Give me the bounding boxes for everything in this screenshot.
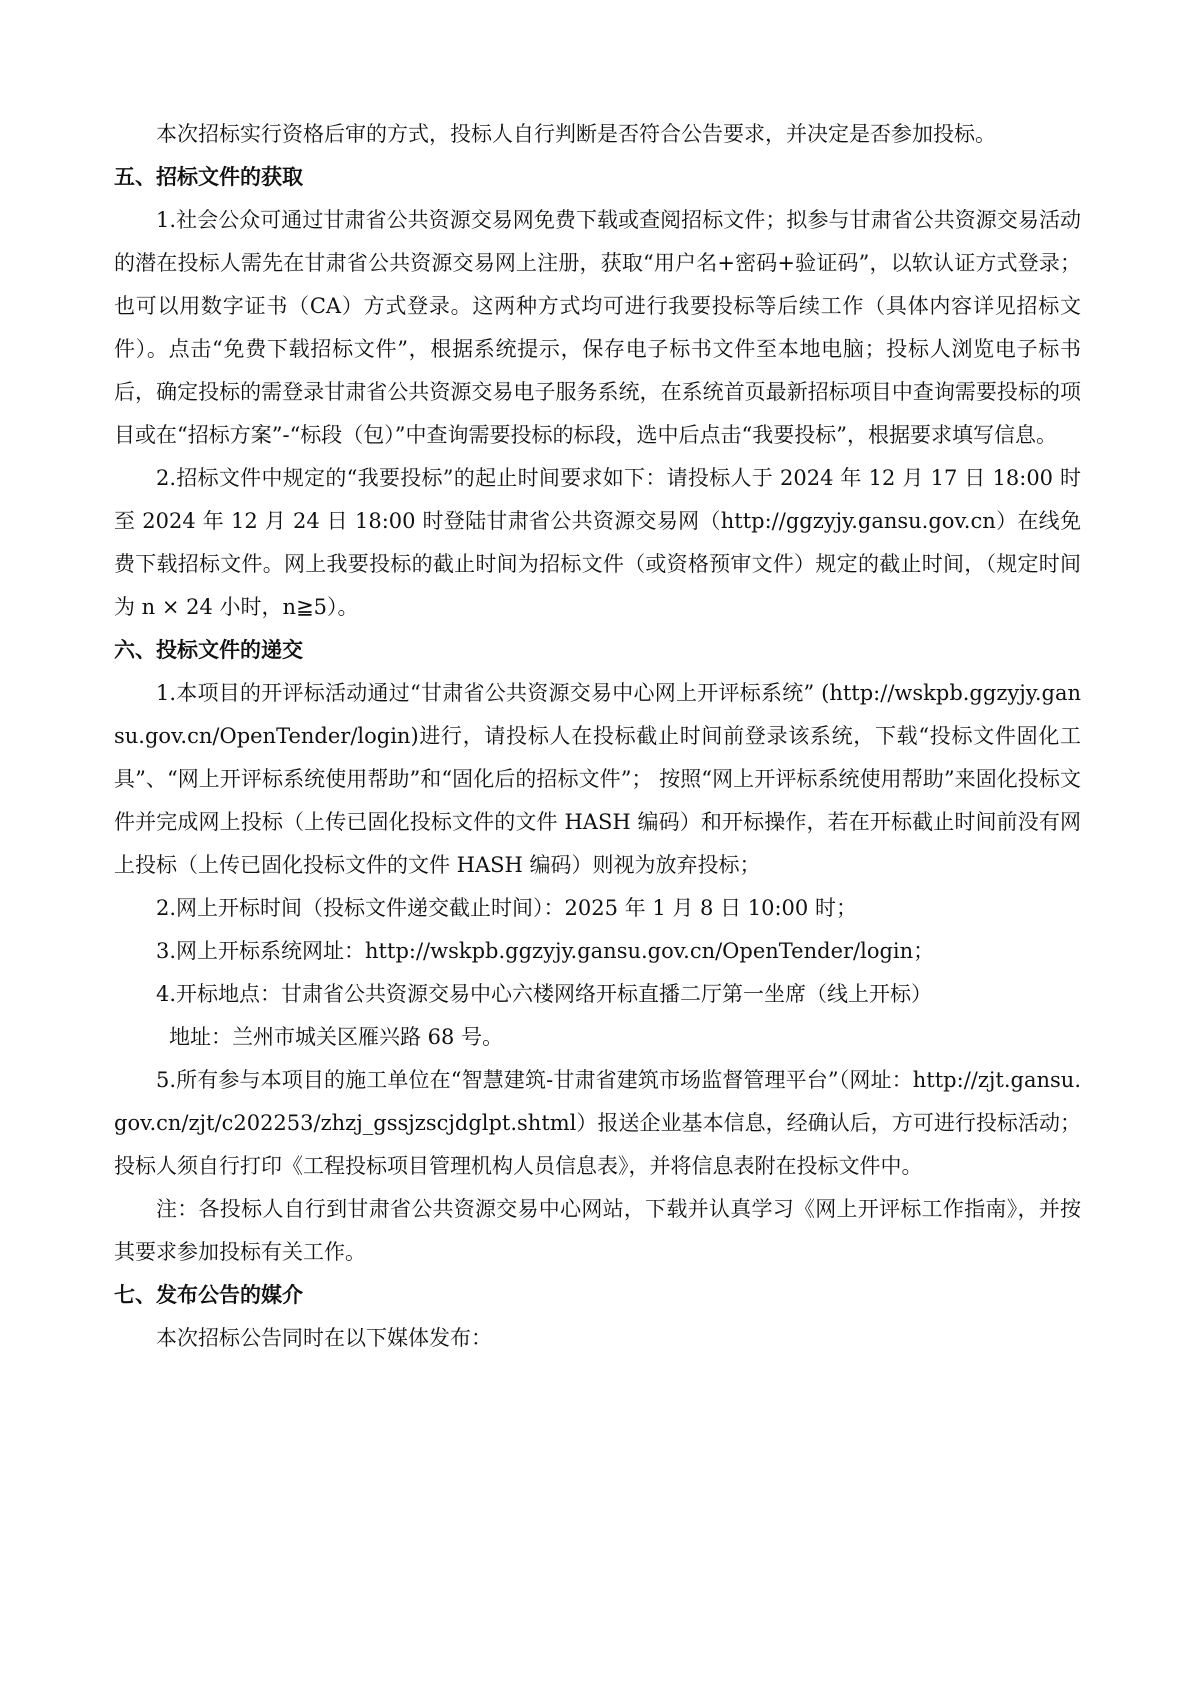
section-6-item-1: 1.本项目的开评标活动通过“甘肃省公共资源交易中心网上开评标系统” (http://wskpb.ggzyjy.gansu.gov.cn/OpenTender/login)进行，请投标人在投标截止时间前登录该系统，下载“投标文件固化工具”、“网上开评标系统使用帮助”和“固化后的招标文件”； 按照“网上开评标系统使用帮助”来固化投标文件并完成网上投标（上传已固化投标文件的文件 HASH 编码）和开标操作，若在开标截止时间前没有网上投标（上传已固化投标文件的文件 HASH 编码）则视为放弃投标； [114,681,1081,877]
section-6-item-5: 5.所有参与本项目的施工单位在“智慧建筑-甘肃省建筑市场监督管理平台”（网址：http://zjt.gansu.gov.cn/zjt/c202253/zhzj_gssjzscjdglpt.shtml）报送企业基本信息，经确认后，方可进行投标活动；投标人须自行打印《工程投标项目管理机构人员信息表》，并将信息表附在投标文件中。 [114,1068,1081,1178]
section-6-heading: 六、投标文件的递交 [114,638,303,662]
section-7-item-1: 本次招标公告同时在以下媒体发布： [156,1326,492,1350]
section-6-item-4: 4.开标地点：甘肃省公共资源交易中心六楼网络开标直播二厅第一坐席（线上开标） [156,982,933,1006]
section-5-item-2: 2.招标文件中规定的“我要投标”的起止时间要求如下：请投标人于 2024 年 12 月 17 日 18:00 时至 2024 年 12 月 24 日 18:00 时登陆甘肃省公共资源交易网（http://ggzyjy.gansu.gov.cn）在线免费下载招标文件。网上我要投标的截止时间为招标文件（或资格预审文件）规定的截止时间，（规定时间为 n × 24 小时，n≧5）。 [114,466,1082,619]
intro-paragraph: 本次招标实行资格后审的方式，投标人自行判断是否符合公告要求，并决定是否参加投标。 [156,122,996,146]
section-6-item-2: 2.网上开标时间（投标文件递交截止时间）：2025 年 1 月 8 日 10:00 时； [156,896,857,920]
section-5-heading: 五、招标文件的获取 [114,165,303,189]
section-5-item-1: 1.社会公众可通过甘肃省公共资源交易网免费下载或查阅招标文件；拟参与甘肃省公共资源交易活动的潜在投标人需先在甘肃省公共资源交易网上注册，获取“用户名+密码+验证码”，以软认证方式登录；也可以用数字证书（CA）方式登录。这两种方式均可进行我要投标等后续工作（具体内容详见招标文件）。点击“免费下载招标文件”，根据系统提示，保存电子标书文件至本地电脑；投标人浏览电子标书后，确定投标的需登录甘肃省公共资源交易电子服务系统，在系统首页最新招标项目中查询需要投标的项目或在“招标方案”-“标段（包）”中查询需要投标的标段，选中后点击“我要投标”，根据要求填写信息。 [114,208,1081,447]
section-7-heading: 七、发布公告的媒介 [114,1283,303,1307]
section-6-address: 地址：兰州市城关区雁兴路 68 号。 [169,1025,504,1049]
section-6-item-3: 3.网上开标系统网址：http://wskpb.ggzyjy.gansu.gov.cn/OpenTender/login； [156,939,935,963]
section-6-note: 注：各投标人自行到甘肃省公共资源交易中心网站，下载并认真学习《网上开评标工作指南》，并按其要求参加投标有关工作。 [114,1197,1081,1264]
